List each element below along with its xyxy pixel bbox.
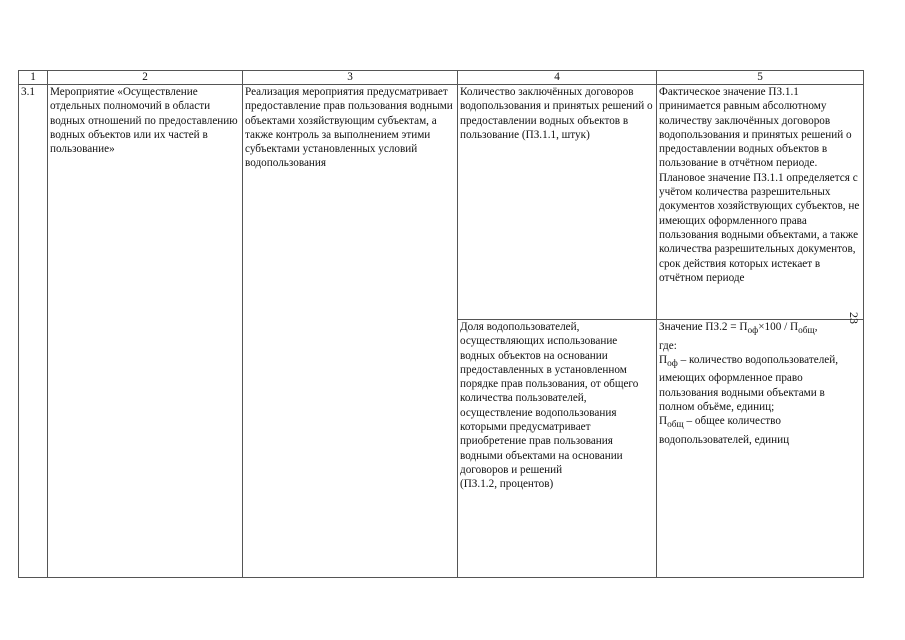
header-cell-3: 3 (243, 71, 458, 85)
header-cell-5: 5 (657, 71, 864, 85)
row-number-cell: 3.1 (19, 85, 48, 578)
symbol-p: П (659, 353, 668, 366)
calculation-method-2-cell (657, 320, 864, 578)
indicator-2-cell (458, 320, 657, 578)
method-1-actual-text: Фактическое значение ПЗ.1.1 принимается равным абсолютному количеству заключённых договоров водопользования и принятых решений о предоставлении водных объектов в пользование в отчётном периоде. (659, 86, 852, 170)
formula-where: где: (659, 339, 677, 352)
measure-description-cell: Реализация мероприятия предусматривает предоставление прав пользования водными объектами хозяйствующим субъектам, а также контроль за выполнением этими субъектами установленных условий водопользования (243, 85, 458, 578)
subscript-of-def: оф (667, 359, 678, 370)
formula-suffix: , (814, 321, 818, 333)
formula-line (659, 320, 861, 339)
table-row (19, 85, 864, 320)
subscript-obsh-def: общ (667, 420, 684, 431)
subscript-obsh: общ (798, 326, 815, 337)
table-header-row (19, 71, 864, 85)
page-number: 23 (847, 312, 861, 324)
method-1-planned-text: Плановое значение ПЗ.1.1 определяется с учётом количества разрешительных документов хозяйствующих субъектов, не имеющих оформленного права пользования водными объектами, а также количества разрешительных документов, срок действия которых истекает в отчётном периоде (659, 171, 860, 284)
header-cell-2: 2 (48, 71, 243, 85)
indicator-1-cell: Количество заключённых договоров водопользования и принятых решений о предоставлении водных объектов в пользование (ПЗ.1.1, штук) (458, 85, 657, 320)
definition-of-text: – количество водопользователей, имеющих оформленное право пользования водными объектами в полном объёме, единиц; (659, 353, 839, 413)
definition-obsh (659, 414, 861, 447)
header-cell-1: 1 (19, 71, 48, 85)
calculation-method-1-cell (657, 85, 864, 320)
indicator-2-code: (ПЗ.1.2, процентов) (460, 478, 554, 491)
subscript-of: оф (747, 326, 759, 337)
formula-prefix: Значение ПЗ.2 = П (659, 321, 748, 333)
symbol-p: П (659, 415, 668, 428)
definition-obsh-text: – общее количество водопользователей, единиц (659, 415, 790, 446)
measures-table (18, 70, 864, 578)
definition-of (659, 353, 861, 414)
header-cell-4: 4 (458, 71, 657, 85)
formula-mid: ×100 / П (758, 321, 799, 333)
indicator-2-text: Доля водопользователей, осуществляющих использование водных объектов на основании предоставленных в установленном порядке прав пользования, от общего количества пользователей, осуществление водопользования которыми предусматривает приобретение прав пользования водными объектами на основании договоров и решений (460, 321, 639, 476)
measure-name-cell: Мероприятие «Осуществление отдельных полномочий в области водных отношений по предоставлению водных объектов или их частей в пользование» (48, 85, 243, 578)
